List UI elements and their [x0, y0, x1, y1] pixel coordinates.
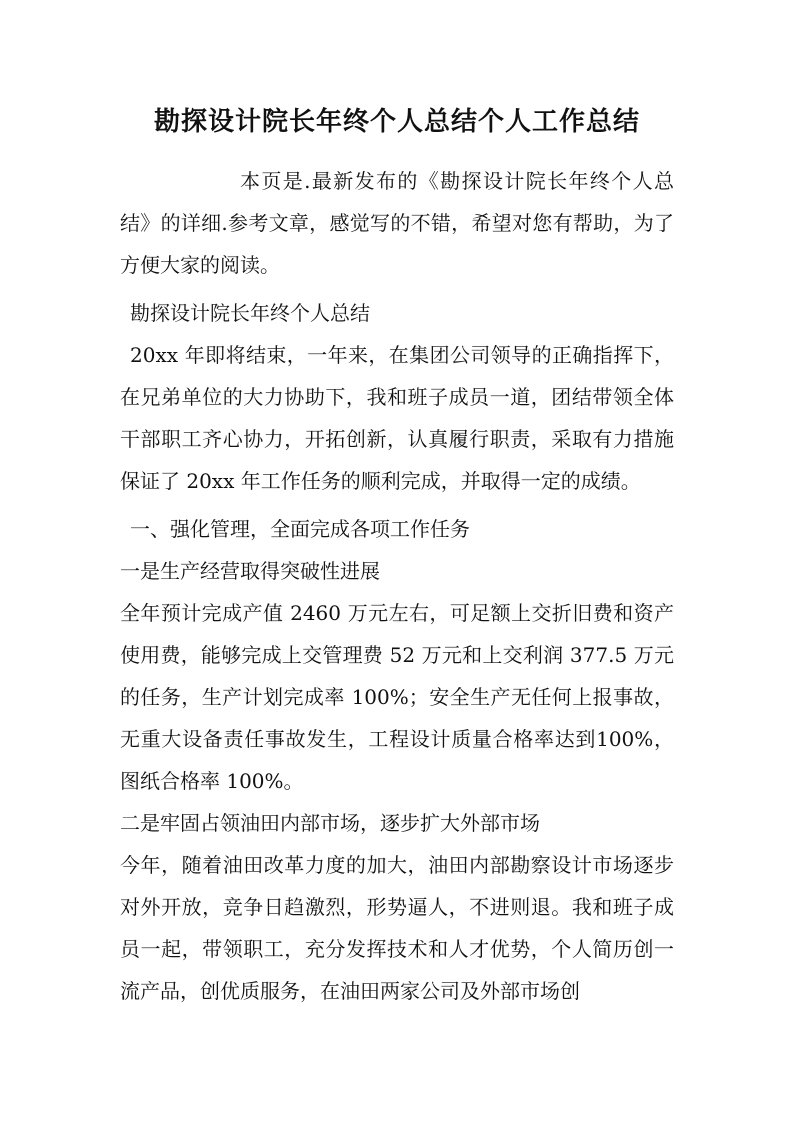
point-1-heading: 一是生产经营取得突破性进展	[120, 559, 380, 583]
point-1-text: 全年预计完成产值 2460 万元左右，可足额上交折旧费和资产使用费，能够完成上交管理费 52 万元和上交利润 377.5 万元的任务，生产计划完成率 100%；安全生产无任何上报事故，无重大设备责任事故发生，工程设计质量合格率达到100%，图纸合格率 100%。	[120, 601, 674, 793]
paragraph-1: 20xx 年即将结束，一年来，在集团公司领导的正确指挥下，在兄弟单位的大力协助下，我和班子成员一道，团结带领全体干部职工齐心协力，开拓创新，认真履行职责，采取有力措施保证了 20xx 年工作任务的顺利完成，并取得一定的成绩。	[120, 343, 674, 493]
section-1-heading: 一、强化管理，全面完成各项工作任务	[130, 517, 470, 541]
document-body	[120, 160, 674, 1012]
point-2-heading: 二是牢固占领油田内部市场，逐步扩大外部市场	[120, 811, 540, 835]
intro-paragraph: 本页是.最新发布的《勘探设计院长年终个人总结》的详细.参考文章，感觉写的不错，希望对您有帮助，为了方便大家的阅读。	[120, 169, 674, 277]
document-title: 勘探设计院长年终个人总结个人工作总结	[153, 107, 640, 137]
point-2-text: 今年，随着油田改革力度的加大，油田内部勘察设计市场逐步对外开放，竞争日趋激烈，形势逼人，不进则退。我和班子成员一起，带领职工，充分发挥技术和人才优势，个人简历创一流产品，创优质服务，在油田两家公司及外部市场创	[120, 853, 674, 1003]
subtitle: 勘探设计院长年终个人总结	[130, 301, 370, 325]
